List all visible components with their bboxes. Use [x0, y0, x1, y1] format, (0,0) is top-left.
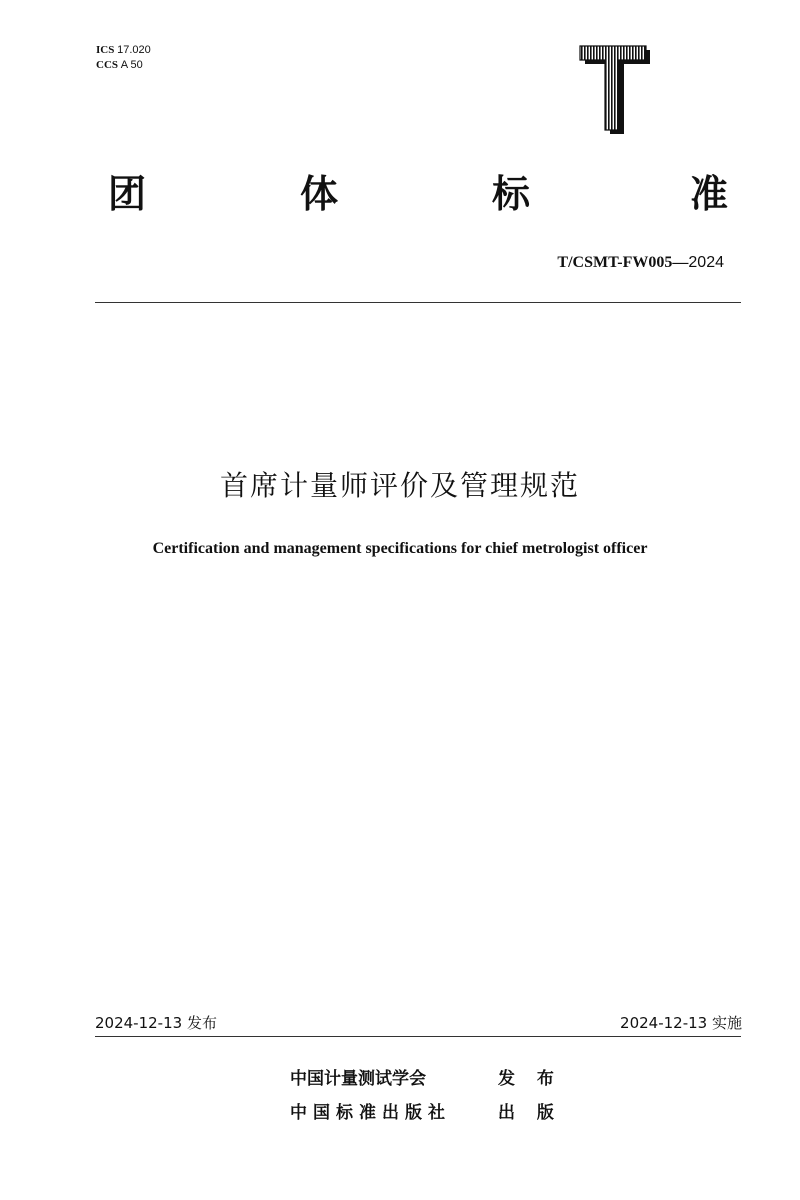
standard-type-char-4: 准 [690, 172, 729, 216]
press-role: 出 版 [498, 1103, 562, 1123]
t-mark-logo [560, 28, 660, 138]
title-english: Certification and management specifications for chief metrologist officer [152, 540, 648, 557]
ccs-label: CCS [96, 59, 119, 71]
press-name: 中国标准出版社 [290, 1103, 451, 1123]
standard-type-char-2: 体 [300, 172, 339, 216]
header-divider [95, 302, 741, 303]
standard-year: 2024 [688, 254, 724, 271]
ccs-code [96, 58, 143, 72]
standard-dash: — [672, 254, 689, 271]
standard-type-char-1: 团 [108, 172, 147, 216]
standard-number [557, 254, 724, 272]
publisher-name: 中国计量测试学会 [290, 1069, 426, 1089]
standard-type-char-3: 标 [492, 172, 531, 216]
implement-date: 2024-12-13 实施 [620, 1014, 742, 1032]
publisher-role: 发 布 [498, 1069, 562, 1089]
title-chinese: 首席计量师评价及管理规范 [219, 469, 580, 502]
ics-code [96, 43, 151, 57]
standard-code: T/CSMT-FW005 [557, 254, 673, 271]
ics-label: ICS [96, 44, 115, 56]
footer-divider [95, 1036, 741, 1037]
ics-value: 17.020 [117, 44, 151, 56]
ccs-value: A 50 [120, 59, 143, 71]
release-date: 2024-12-13 发布 [95, 1014, 217, 1032]
